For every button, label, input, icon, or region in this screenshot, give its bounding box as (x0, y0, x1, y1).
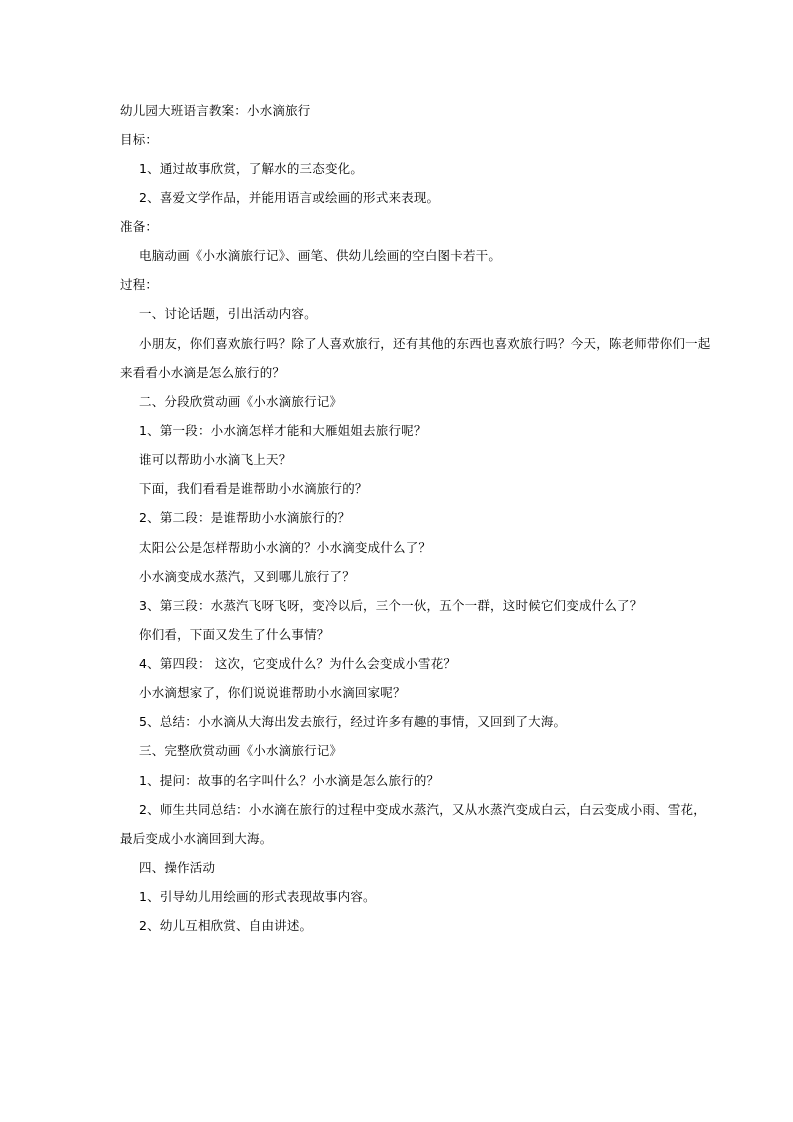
list-item: 1、引导幼儿用绘画的形式表现故事内容。 (139, 889, 376, 904)
list-item: 2、师生共同总结：小水滴在旅行的过程中变成水蒸汽，又从水蒸汽变成白云，白云变成小雨、雪花， (139, 802, 706, 817)
document-title: 幼儿园大班语言教案：小水滴旅行 (120, 103, 311, 118)
section-heading: 三、完整欣赏动画《小水滴旅行记》 (139, 743, 343, 758)
paragraph-line: 来看看小水滴是怎么旅行的？ (120, 365, 286, 380)
list-item: 5、总结：小水滴从大海出发去旅行，经过许多有趣的事情，又回到了大海。 (139, 714, 567, 729)
list-item: 1、提问：故事的名字叫什么？小水滴是怎么旅行的？ (139, 773, 440, 788)
list-item: 1、第一段：小水滴怎样才能和大雁姐姐去旅行呢？ (139, 423, 427, 438)
list-item: 小水滴变成水蒸汽，又到哪儿旅行了？ (139, 569, 355, 584)
section-heading: 四、操作活动 (139, 860, 216, 875)
prep-heading: 准备： (120, 219, 159, 234)
list-item: 2、第二段：是谁帮助小水滴旅行的？ (139, 510, 351, 525)
list-item: 你们看，下面又发生了什么事情？ (139, 627, 330, 642)
goal-item: 1、通过故事欣赏，了解水的三态变化。 (139, 161, 364, 176)
list-item: 4、第四段： 这次，它变成什么？为什么会变成小雪花？ (139, 656, 457, 671)
list-item: 谁可以帮助小水滴飞上天？ (139, 452, 292, 467)
goal-item: 2、喜爱文学作品，并能用语言或绘画的形式来表现。 (139, 190, 440, 205)
list-item: 3、第三段：水蒸汽飞呀飞呀，变冷以后，三个一伙，五个一群，这时候它们变成什么了？ (139, 598, 643, 613)
section-heading: 二、分段欣赏动画《小水滴旅行记》 (139, 394, 343, 409)
list-item: 下面，我们看看是谁帮助小水滴旅行的？ (139, 481, 368, 496)
goal-heading: 目标： (120, 132, 159, 147)
section-heading: 一、讨论话题，引出活动内容。 (139, 306, 317, 321)
paragraph-line: 小朋友，你们喜欢旅行吗？除了人喜欢旅行，还有其他的东西也喜欢旅行吗？今天，陈老师带你们一起 (139, 336, 711, 351)
list-item: 太阳公公是怎样帮助小水滴的？小水滴变成什么了？ (139, 540, 432, 555)
prep-text: 电脑动画《小水滴旅行记》、画笔、供幼儿绘画的空白图卡若干。 (139, 248, 502, 263)
list-item: 最后变成小水滴回到大海。 (120, 831, 273, 846)
process-heading: 过程： (120, 277, 159, 292)
list-item: 2、幼儿互相欣赏、自由讲述。 (139, 918, 313, 933)
list-item: 小水滴想家了，你们说说谁帮助小水滴回家呢？ (139, 685, 406, 700)
